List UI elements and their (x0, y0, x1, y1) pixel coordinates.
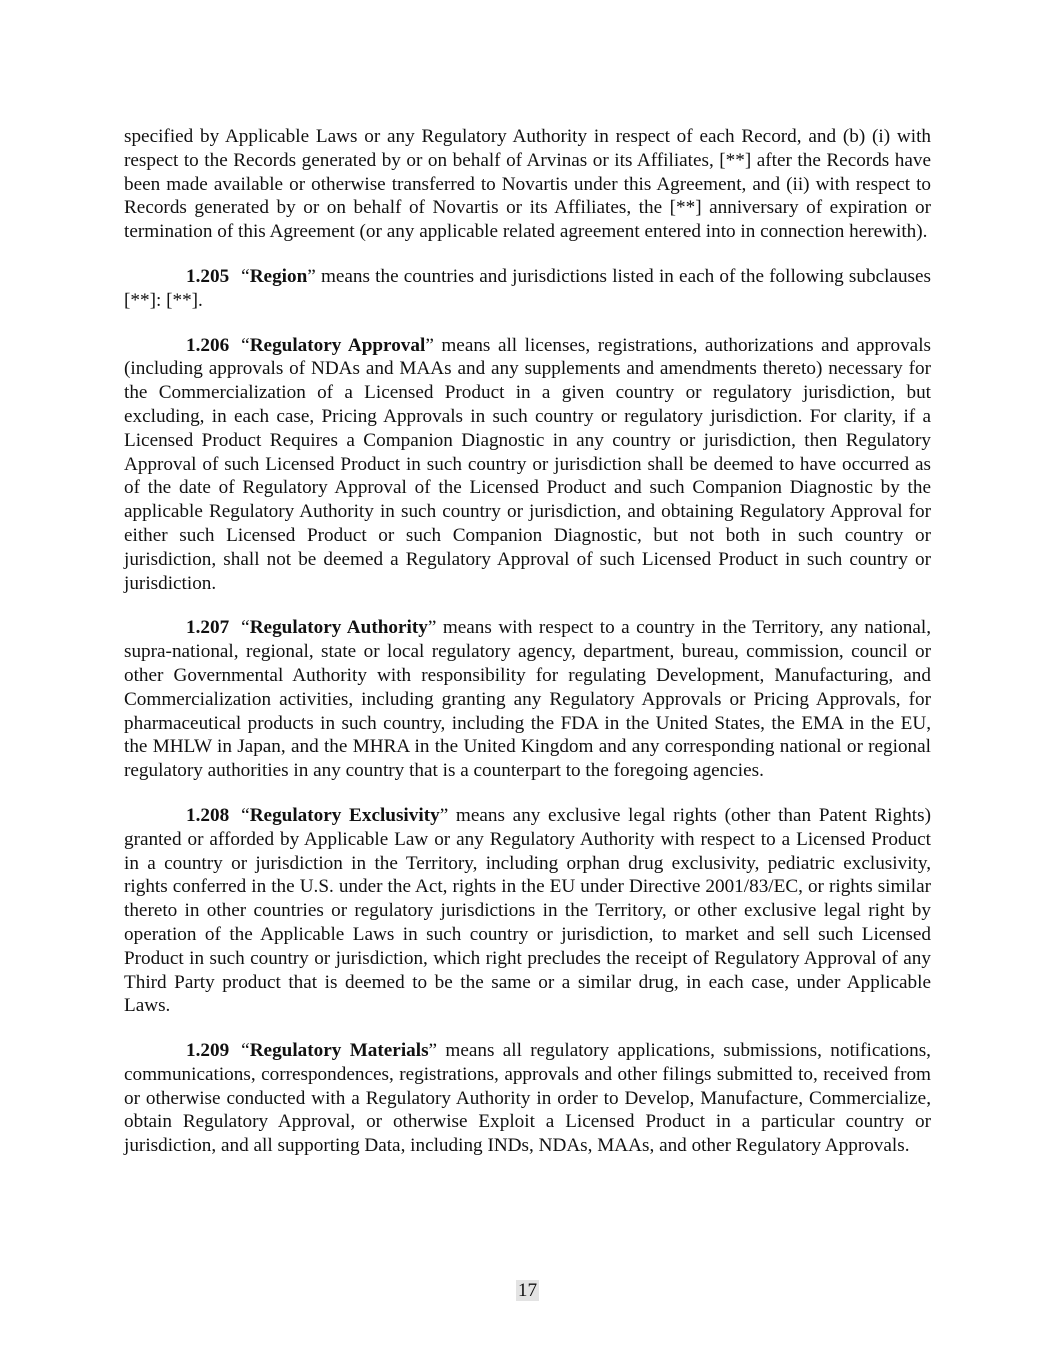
section-number: 1.209 (186, 1040, 230, 1062)
section-number: 1.205 (186, 265, 230, 287)
definition-body: ” means all regulatory applications, submissions, notifications, communications, correspondences, registrations, approvals and other filings submitted to, received from or otherwise conducted with a Regulatory Authority in order to Develop, Manufacture, Commercialize, obtain Regulatory Approval, or otherwise Exploit a Licensed Product in a particular country or jurisdiction, and all supporting Data, including INDs, NDAs, MAAs, and other Regulatory Approvals. (124, 1040, 931, 1157)
definition-1-207 (124, 616, 931, 783)
definition-1-208 (124, 804, 931, 1018)
definition-body: ” means any exclusive legal rights (other than Patent Rights) granted or afforded by Applicable Law or any Regulatory Authority with respect to a Licensed Product in a country or jurisdiction in the Territory, including orphan drug exclusivity, pediatric exclusivity, rights conferred in the U.S. under the Act, rights in the EU under Directive 2001/83/EC, or rights similar thereto in other countries or regulatory jurisdictions in the Territory, or other exclusive legal right by operation of the Applicable Laws in such country or jurisdiction, to market and sell such Licensed Product in such country or jurisdiction, which right precludes the receipt of Regulatory Approval of any Third Party product that is deemed to be the same or a similar drug, in each case, under Applicable Laws. (124, 804, 931, 1017)
defined-term: Regulatory Approval (249, 334, 426, 356)
open-quote: “ (241, 804, 250, 826)
open-quote: “ (241, 1040, 250, 1062)
definition-body: ” means all licenses, registrations, authorizations and approvals (including approvals of NDAs and MAAs and any supplements and amendments thereto) necessary for the Commercialization of a Licensed Product in a given country or regulatory jurisdiction, but excluding, in each case, Pricing Approvals in such country or regulatory jurisdiction. For clarity, if a Licensed Product Requires a Companion Diagnostic in any country or jurisdiction, then Regulatory Approval of such Licensed Product in such country or jurisdiction shall be deemed to have occurred as of the date of Regulatory Approval of the Licensed Product and such Companion Diagnostic by the applicable Regulatory Authority in such country or jurisdiction, and obtaining Regulatory Approval for either such Licensed Product or such Companion Diagnostic, but not both in such country or jurisdiction, shall not be deemed a Regulatory Approval of such Licensed Product in such country or jurisdiction. (124, 334, 931, 594)
open-quote: “ (241, 617, 250, 639)
defined-term: Regulatory Authority (249, 617, 428, 639)
page-number (0, 1280, 1055, 1302)
section-number: 1.206 (186, 334, 230, 356)
section-number: 1.208 (186, 804, 230, 826)
defined-term: Regulatory Materials (249, 1040, 429, 1062)
defined-term: Region (249, 265, 308, 287)
definition-1-209 (124, 1039, 931, 1158)
definition-body: ” means the countries and jurisdictions listed in each of the following subclauses [**]: [**]. (124, 265, 931, 311)
open-quote: “ (241, 334, 250, 356)
definition-body: ” means with respect to a country in the Territory, any national, supra-national, regional, state or local regulatory agency, department, bureau, commission, council or other Governmental Authority with responsibility for regulating Development, Manufacturing, and Commercialization activities, including granting any Regulatory Approvals or Pricing Approvals, for pharmaceutical products in such country, including the FDA in the United States, the EMA in the EU, the MHLW in Japan, and the MHRA in the United Kingdom and any corresponding national or regional regulatory authorities in any country that is a counterpart to the foregoing agencies. (124, 617, 931, 782)
defined-term: Regulatory Exclusivity (249, 804, 440, 826)
continuation-paragraph: specified by Applicable Laws or any Regulatory Authority in respect of each Record, and (b) (i) with respect to the Records generated by or on behalf of Arvinas or its Affiliates, [**] after the Records have been made available or otherwise transferred to Novartis under this Agreement, and (ii) with respect to Records generated by or on behalf of Novartis or its Affiliates, the [**] anniversary of expiration or termination of this Agreement (or any applicable related agreement entered into in connection herewith). (124, 126, 931, 243)
definition-1-206 (124, 334, 931, 596)
section-number: 1.207 (186, 617, 230, 639)
page-number-label: 17 (517, 1280, 538, 1301)
open-quote: “ (241, 265, 250, 287)
document-page (124, 125, 931, 1179)
definition-1-205 (124, 265, 931, 313)
